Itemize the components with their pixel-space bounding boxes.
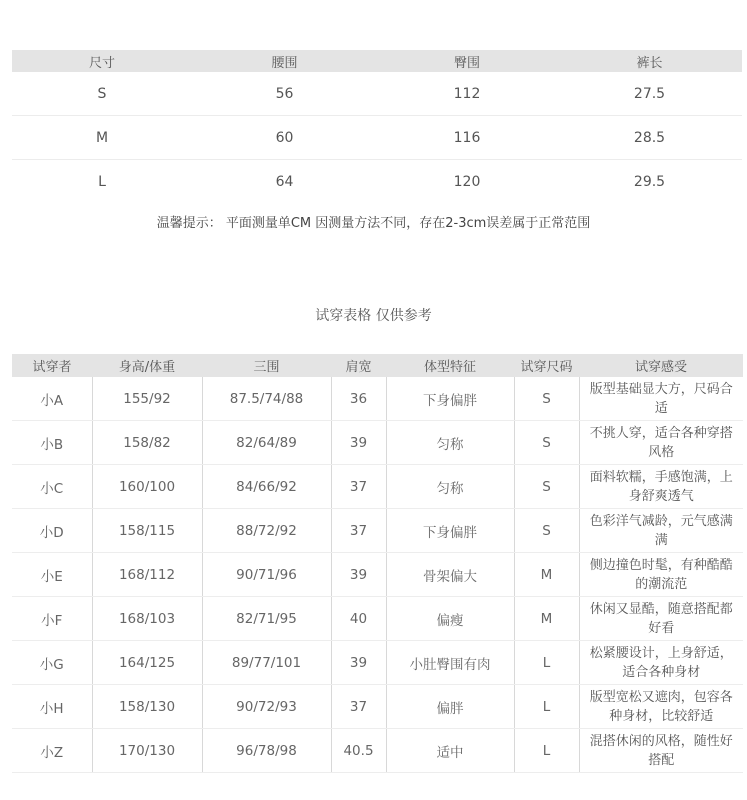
feedback-line-1: 侧边撞色时髦，有种酷酷	[589, 557, 733, 573]
feedback-line-1: 休闲又显酷，随意搭配都	[589, 601, 733, 617]
cell-size: L	[98, 173, 106, 190]
feedback-line-1: 面料软糯，手感饱满，上	[589, 469, 733, 485]
table-row	[12, 509, 743, 553]
cell-feedback	[579, 641, 743, 685]
cell-measurements: 89/77/101	[202, 641, 331, 685]
feedback-line-2: 满	[654, 532, 668, 548]
cell-try-size: L	[514, 641, 579, 685]
header-measurements: 三围	[202, 354, 331, 377]
cell-measurements: 84/66/92	[202, 465, 331, 509]
feedback-line-2: 的潮流范	[635, 576, 688, 592]
cell-feedback	[579, 377, 743, 421]
table-row	[12, 72, 742, 116]
fit-table-header	[12, 354, 743, 377]
cell-try-size: S	[514, 421, 579, 465]
cell-height-weight: 168/112	[92, 553, 202, 597]
cell-try-size: S	[514, 377, 579, 421]
cell-feedback	[579, 465, 743, 509]
table-row	[12, 160, 742, 204]
feedback-line-1: 版型基础显大方，尺码合	[589, 381, 733, 397]
table-row	[12, 685, 743, 729]
table-row	[12, 641, 743, 685]
cell-body-type: 小肚臀围有肉	[386, 641, 514, 685]
cell-height-weight: 158/115	[92, 509, 202, 553]
measurement-tip: 温馨提示： 平面测量单CM 因测量方法不同，存在2-3cm误差属于正常范围	[156, 216, 591, 231]
cell-height-weight: 168/103	[92, 597, 202, 641]
cell-height-weight: 155/92	[92, 377, 202, 421]
cell-height-weight: 164/125	[92, 641, 202, 685]
cell-try-size: M	[514, 553, 579, 597]
cell-try-size: S	[514, 509, 579, 553]
feedback-line-2: 适合各种身材	[622, 664, 701, 680]
table-row	[12, 421, 743, 465]
cell-measurements: 90/72/93	[202, 685, 331, 729]
cell-size: S	[12, 72, 192, 116]
cell-tester: 小H	[12, 685, 92, 729]
cell-feedback	[579, 597, 743, 641]
header-shoulder: 肩宽	[331, 354, 386, 377]
cell-try-size: M	[514, 597, 579, 641]
cell-tester: 小G	[12, 641, 92, 685]
cell-waist: 60	[192, 116, 377, 160]
fit-table	[12, 354, 743, 773]
cell-measurements: 82/64/89	[202, 421, 331, 465]
cell-height-weight: 158/130	[92, 685, 202, 729]
header-length: 裤长	[557, 50, 742, 72]
cell-feedback	[579, 685, 743, 729]
cell-shoulder: 40	[331, 597, 386, 641]
cell-waist: 64	[275, 173, 294, 190]
cell-try-size: L	[514, 729, 579, 773]
fit-table-title: 试穿表格 仅供参考	[315, 308, 432, 324]
cell-tester: 小E	[12, 553, 92, 597]
cell-measurements: 96/78/98	[202, 729, 331, 773]
feedback-line-1: 松紧腰设计，上身舒适，	[589, 645, 733, 661]
header-height-weight: 身高/体重	[92, 354, 202, 377]
cell-height-weight: 160/100	[92, 465, 202, 509]
feedback-line-2: 身舒爽透气	[628, 488, 694, 504]
cell-tester: 小Z	[12, 729, 92, 773]
cell-hip: 112	[377, 72, 557, 116]
cell-measurements: 87.5/74/88	[202, 377, 331, 421]
cell-tester: 小C	[12, 465, 92, 509]
cell-shoulder: 39	[331, 641, 386, 685]
feedback-line-2: 好看	[648, 620, 675, 636]
cell-feedback	[579, 421, 743, 465]
table-row	[12, 597, 743, 641]
size-table	[12, 50, 742, 203]
cell-try-size: S	[514, 465, 579, 509]
feedback-line-1: 版型宽松又遮肉，包容各	[589, 689, 733, 705]
header-waist: 腰围	[192, 50, 377, 72]
cell-waist: 56	[192, 72, 377, 116]
cell-measurements: 88/72/92	[202, 509, 331, 553]
cell-body-type: 下身偏胖	[386, 377, 514, 421]
cell-height-weight: 158/82	[92, 421, 202, 465]
cell-measurements: 82/71/95	[202, 597, 331, 641]
cell-body-type: 匀称	[386, 465, 514, 509]
cell-tester: 小B	[12, 421, 92, 465]
cell-length: 28.5	[557, 116, 742, 160]
feedback-line-1: 不挑人穿，适合各种穿搭	[589, 425, 733, 441]
header-size: 尺寸	[12, 50, 192, 72]
cell-tester: 小A	[12, 377, 92, 421]
cell-length: 29.5	[633, 173, 666, 190]
table-row	[12, 377, 743, 421]
cell-shoulder: 37	[331, 465, 386, 509]
feedback-line-1: 色彩洋气减龄，元气感满	[589, 513, 733, 529]
cell-feedback	[579, 553, 743, 597]
cell-body-type: 适中	[386, 729, 514, 773]
cell-body-type: 匀称	[386, 421, 514, 465]
cell-tester: 小D	[12, 509, 92, 553]
feedback-line-2: 适	[654, 400, 668, 416]
cell-body-type: 下身偏胖	[386, 509, 514, 553]
cell-shoulder: 39	[331, 421, 386, 465]
size-table-header	[12, 50, 742, 72]
header-body-type: 体型特征	[386, 354, 514, 377]
feedback-line-2: 搭配	[648, 752, 675, 768]
cell-shoulder: 40.5	[331, 729, 386, 773]
cell-shoulder: 36	[331, 377, 386, 421]
header-feedback: 试穿感受	[579, 354, 743, 377]
header-tester: 试穿者	[12, 354, 92, 377]
cell-body-type: 偏瘦	[386, 597, 514, 641]
cell-try-size: L	[514, 685, 579, 729]
cell-body-type: 骨架偏大	[386, 553, 514, 597]
cell-length: 27.5	[557, 72, 742, 116]
header-try-size: 试穿尺码	[514, 354, 579, 377]
header-hip: 臀围	[377, 50, 557, 72]
cell-shoulder: 37	[331, 685, 386, 729]
cell-hip: 116	[377, 116, 557, 160]
cell-tester: 小F	[12, 597, 92, 641]
feedback-line-2: 风格	[648, 444, 675, 460]
cell-shoulder: 39	[331, 553, 386, 597]
feedback-line-2: 种身材，比较舒适	[609, 708, 714, 724]
table-row	[12, 465, 743, 509]
table-row	[12, 553, 743, 597]
cell-hip: 120	[453, 173, 481, 190]
cell-shoulder: 37	[331, 509, 386, 553]
cell-height-weight: 170/130	[92, 729, 202, 773]
cell-measurements: 90/71/96	[202, 553, 331, 597]
cell-feedback	[579, 509, 743, 553]
cell-feedback	[579, 729, 743, 773]
feedback-line-1: 混搭休闲的风格，随性好	[589, 733, 733, 749]
cell-size: M	[12, 116, 192, 160]
cell-body-type: 偏胖	[386, 685, 514, 729]
table-row	[12, 116, 742, 160]
table-row	[12, 729, 743, 773]
